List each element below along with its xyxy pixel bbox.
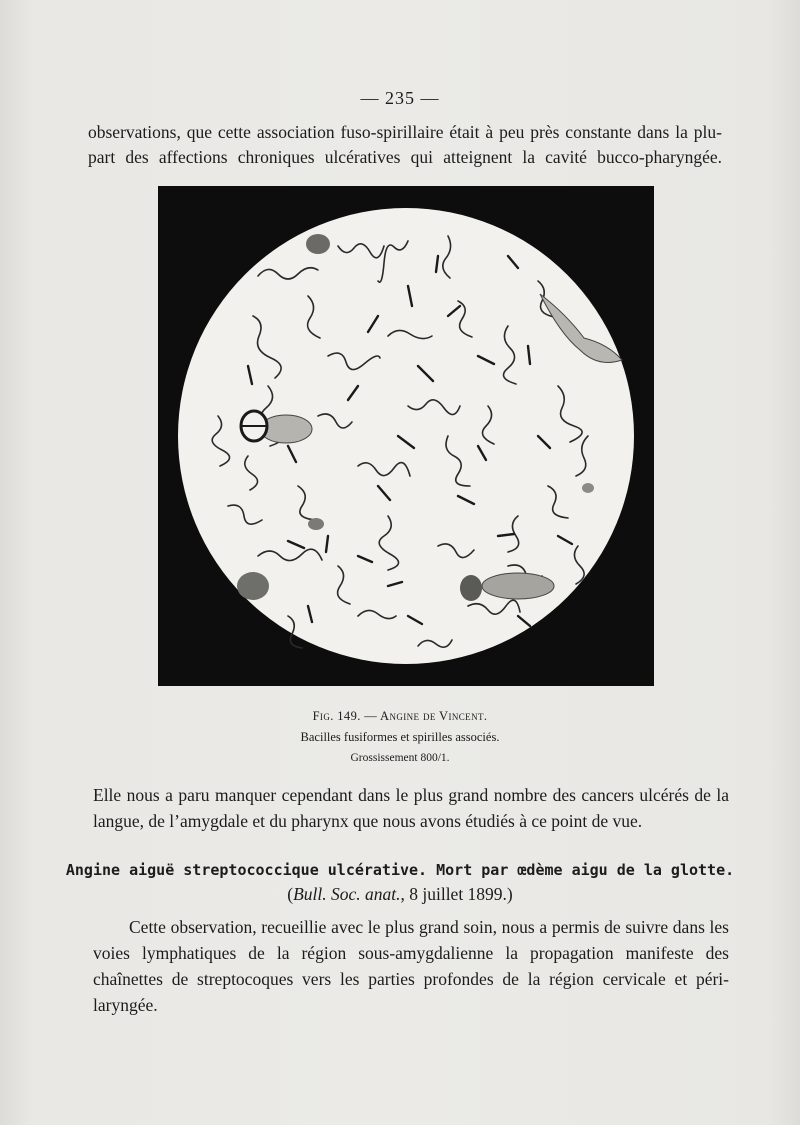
- reference-source: Bull. Soc. anat.: [293, 884, 401, 904]
- figure-caption: [0, 706, 800, 769]
- page-number: — 235 —: [360, 88, 440, 108]
- section-reference: [0, 884, 800, 905]
- figure-magnification: Grossissement 800/1.: [350, 752, 450, 764]
- intro-line-1: observations, que cette association fuso-spirillaire était à peu près constante dans la plu-: [88, 122, 722, 142]
- section-heading: Angine aiguë streptococcique ulcérative. Mort par œdème aigu de la glotte.: [65, 861, 735, 879]
- reference-open-paren: (: [287, 884, 294, 904]
- microscope-field-illustration: [158, 186, 654, 686]
- figure-description: Bacilles fusiformes et spirilles associés.: [300, 730, 500, 744]
- paragraph-1: Elle nous a paru manquer cependant dans le plus grand nombre des cancers ulcérés de la langue, de l’amygdale et du pharynx que nous avons étudiés à ce point de vue.: [93, 785, 729, 831]
- paragraph-2: Cette observation, recueillie avec le plus grand soin, nous a permis de suivre dans les voies lymphatiques de la région sous-amygdalienne la propagation manifeste des chaînettes de streptocoques vers les parties profondes de la région cervicale et péri-laryngée.: [93, 917, 729, 1015]
- intro-line-2: part des affections chroniques ulcératives qui atteignent la cavité bucco-pharyngée.: [88, 147, 722, 167]
- figure-label: Fig. 149. — Angine de Vincent.: [312, 709, 488, 723]
- intro-paragraph: [88, 120, 722, 170]
- reference-date: , 8 juillet 1899.): [400, 884, 513, 904]
- microscope-figure: [158, 186, 654, 686]
